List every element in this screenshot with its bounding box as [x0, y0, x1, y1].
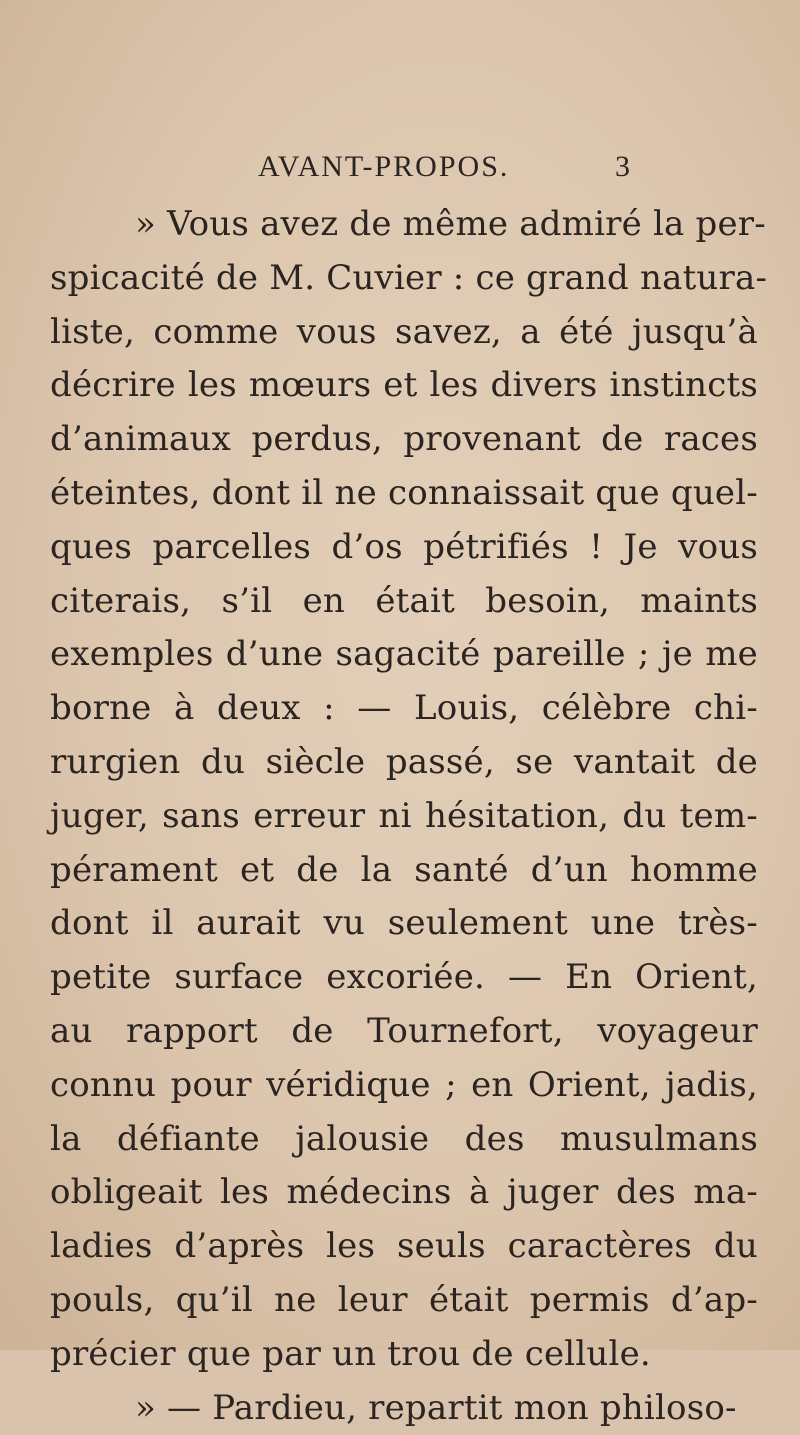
body-text: [50, 198, 768, 1435]
text-line: d’animaux perdus, provenant de races: [50, 419, 758, 460]
text-line: ladies d’après les seuls caractères du: [50, 1226, 758, 1267]
text-line: obligeait les médecins à juger des ma-: [50, 1172, 758, 1213]
text-line: pérament et de la santé d’un homme: [50, 849, 758, 890]
text-line: » Vous avez de même admiré la per-: [135, 204, 766, 244]
text-line: borne à deux : — Louis, célèbre chi-: [50, 688, 758, 729]
text-line: éteintes, dont il ne connaissait que quel-: [50, 472, 758, 513]
page-number: 3: [615, 150, 630, 183]
text-line: liste, comme vous savez, a été jusqu’à: [50, 311, 758, 352]
text-line: exemples d’une sagacité pareille ; je me: [50, 634, 758, 675]
text-line: décrire les mœurs et les divers instincts: [50, 365, 758, 406]
text-line: dont il aurait vu seulement une très-: [50, 903, 758, 944]
text-line: la défiante jalousie des musulmans: [50, 1118, 758, 1159]
text-line: juger, sans erreur ni hésitation, du tem-: [50, 795, 758, 836]
text-line: » — Pardieu, repartit mon philoso-: [135, 1387, 737, 1428]
text-line: ques parcelles d’os pétrifiés ! Je vous: [50, 526, 758, 567]
running-title: AVANT-PROPOS.: [258, 150, 510, 183]
text-line: au rapport de Tournefort, voyageur: [50, 1010, 758, 1051]
text-line: précier que par un trou de cellule.: [50, 1333, 651, 1374]
text-line: petite surface excoriée. — En Orient,: [50, 957, 758, 998]
text-line: pouls, qu’il ne leur était permis d’ap-: [50, 1279, 758, 1320]
text-line: connu pour véridique ; en Orient, jadis,: [50, 1064, 758, 1105]
text-line: spicacité de M. Cuvier : ce grand natura-: [50, 257, 768, 298]
page-header: [258, 150, 630, 194]
text-line: rurgien du siècle passé, se vantait de: [50, 741, 758, 782]
text-line: citerais, s’il en était besoin, maints: [50, 580, 758, 621]
